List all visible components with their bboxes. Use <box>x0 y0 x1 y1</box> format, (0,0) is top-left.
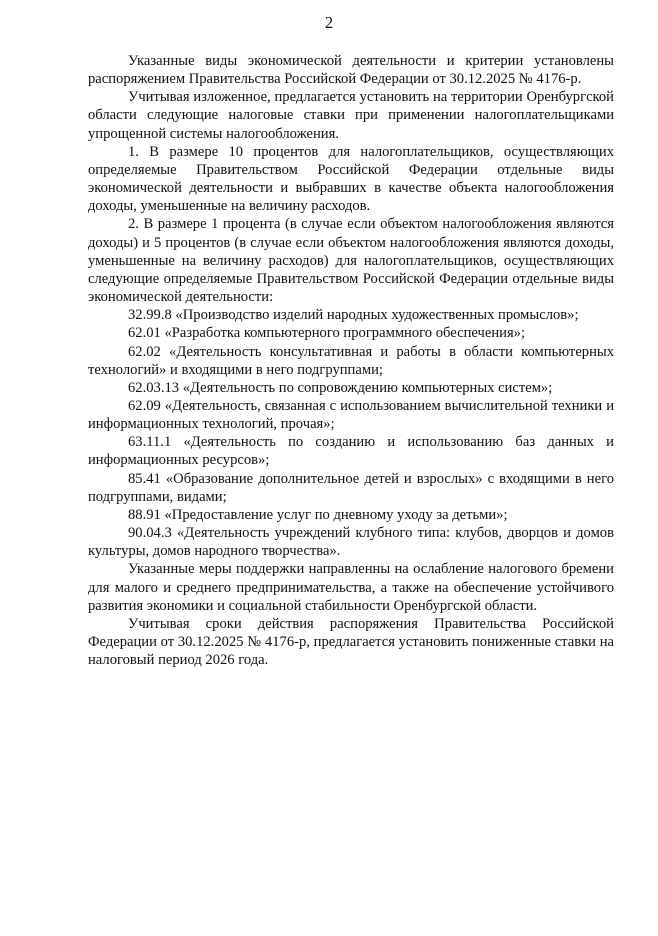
page-number: 2 <box>324 13 334 32</box>
paragraph-criteria-source: Указанные виды экономической деятельности и критерии установлены распоряжением Правительства Российской Федерации от 30.12.2025 № 4176-р. <box>88 53 614 88</box>
paragraph-tax-period: Учитывая сроки действия распоряжения Правительства Российской Федерации от 30.12.2025 № 4176-р, предлагается установить пониженные ставки на налоговый период 2026 года. <box>88 615 614 669</box>
paragraph-support-measures: Указанные меры поддержки направленны на ослабление налогового бремени для малого и среднего предпринимательства, а также на обеспечение устойчивого развития экономики и социальной стабильности Оренбургской области. <box>88 561 614 614</box>
document-body <box>88 52 614 669</box>
activity-code-62-03-13: 62.03.13 «Деятельность по сопровождению компьютерных систем»; <box>128 379 553 396</box>
activity-code-32-99-8: 32.99.8 «Производство изделий народных художественных промыслов»; <box>128 307 579 324</box>
paragraph-rate-10-percent: 1. В размере 10 процентов для налогоплательщиков, осуществляющих определяемые Правительством Российской Федерации отдельные виды экономической деятельности и выбравших в качестве объекта налогообложения доходы, уменьшенные на величину расходов. <box>88 143 614 215</box>
activity-code-62-09: 62.09 «Деятельность, связанная с использованием вычислительной техники и информационных технологий, прочая»; <box>88 397 614 433</box>
activity-code-63-11-1: 63.11.1 «Деятельность по созданию и использованию баз данных и информационных ресурсов»; <box>88 434 614 469</box>
activity-code-90-04-3: 90.04.3 «Деятельность учреждений клубного типа: клубов, дворцов и домов культуры, домов народного творчества». <box>88 525 614 560</box>
activity-code-88-91: 88.91 «Предоставление услуг по дневному уходу за детьми»; <box>128 506 508 523</box>
activity-code-62-01: 62.01 «Разработка компьютерного программного обеспечения»; <box>128 325 526 342</box>
activity-code-62-02: 62.02 «Деятельность консультативная и работы в области компьютерных технологий» и входящими в него подгруппами; <box>88 343 614 378</box>
paragraph-rate-1-5-percent: 2. В размере 1 процента (в случае если объектом налогообложения являются доходы) и 5 процентов (в случае если объектом налогообложения являются доходы, уменьшенные на величину расходов) для налогоплательщиков, осуществляющих следующие определяемые Правительством Российской Федерации отдельные виды экономической деятельности: <box>88 216 614 306</box>
activity-code-85-41: 85.41 «Образование дополнительное детей и взрослых» с входящими в него подгруппами, видами; <box>88 470 614 505</box>
paragraph-proposal-intro: Учитывая изложенное, предлагается установить на территории Оренбургской области следующие налоговые ставки при применении налогоплательщиками упрощенной системы налогообложения. <box>88 89 614 142</box>
